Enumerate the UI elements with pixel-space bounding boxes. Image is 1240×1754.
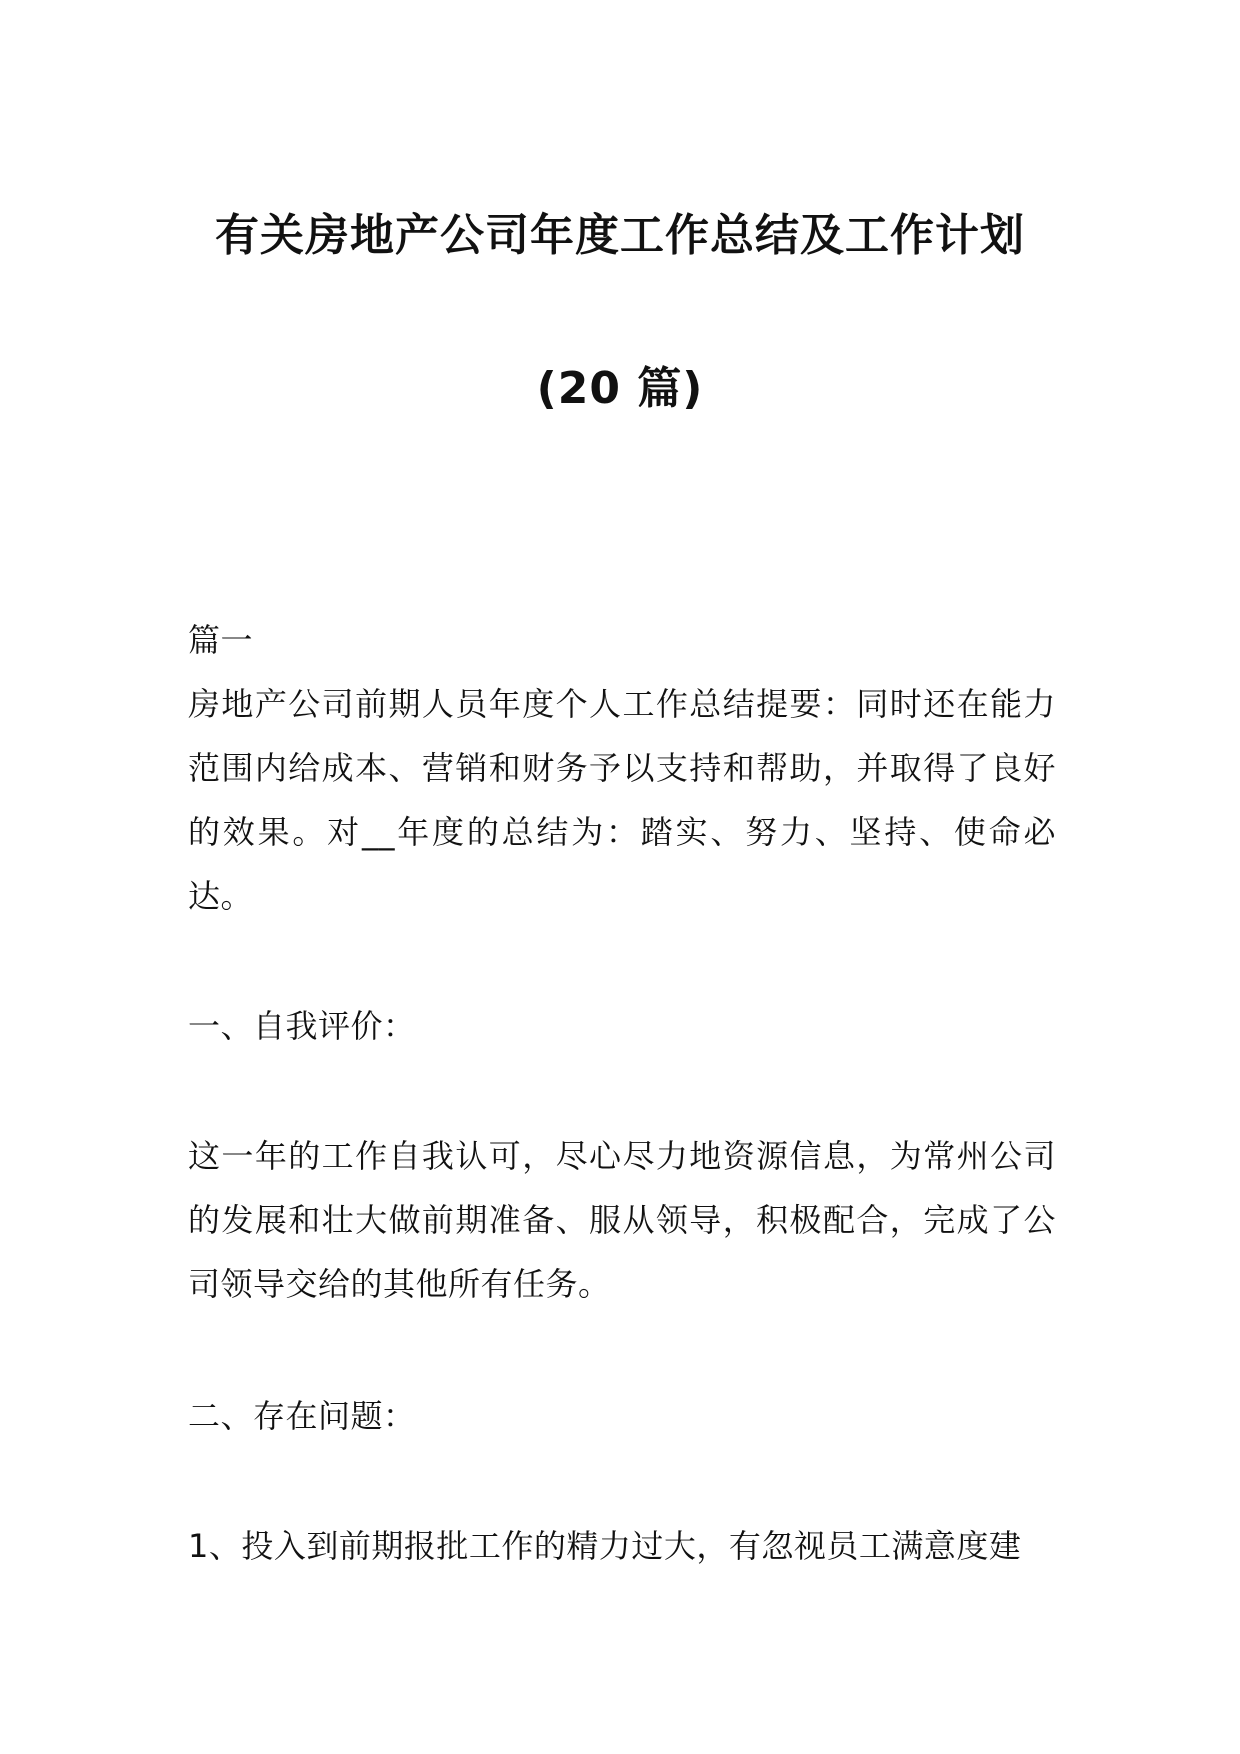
- chapter-heading: 篇一: [188, 621, 254, 659]
- section-heading-self-evaluation: 一、自我评价：: [188, 1007, 416, 1045]
- section-heading-problems: 二、存在问题：: [188, 1397, 416, 1435]
- document-title-count: (20 篇): [536, 363, 704, 414]
- problems-item-1: 1、投入到前期报批工作的精力过大，有忽视员工满意度建: [188, 1527, 1022, 1565]
- document-title: 有关房地产公司年度工作总结及工作计划: [215, 210, 1025, 261]
- intro-paragraph: 房地产公司前期人员年度个人工作总结提要：同时还在能力范围内给成本、营销和财务予以支持和帮助，并取得了良好的效果。对__年度的总结为：踏实、努力、坚持、使命必达。: [188, 685, 1056, 915]
- self-evaluation-paragraph: 这一年的工作自我认可，尽心尽力地资源信息，为常州公司的发展和壮大做前期准备、服从领导，积极配合，完成了公司领导交给的其他所有任务。: [188, 1137, 1056, 1303]
